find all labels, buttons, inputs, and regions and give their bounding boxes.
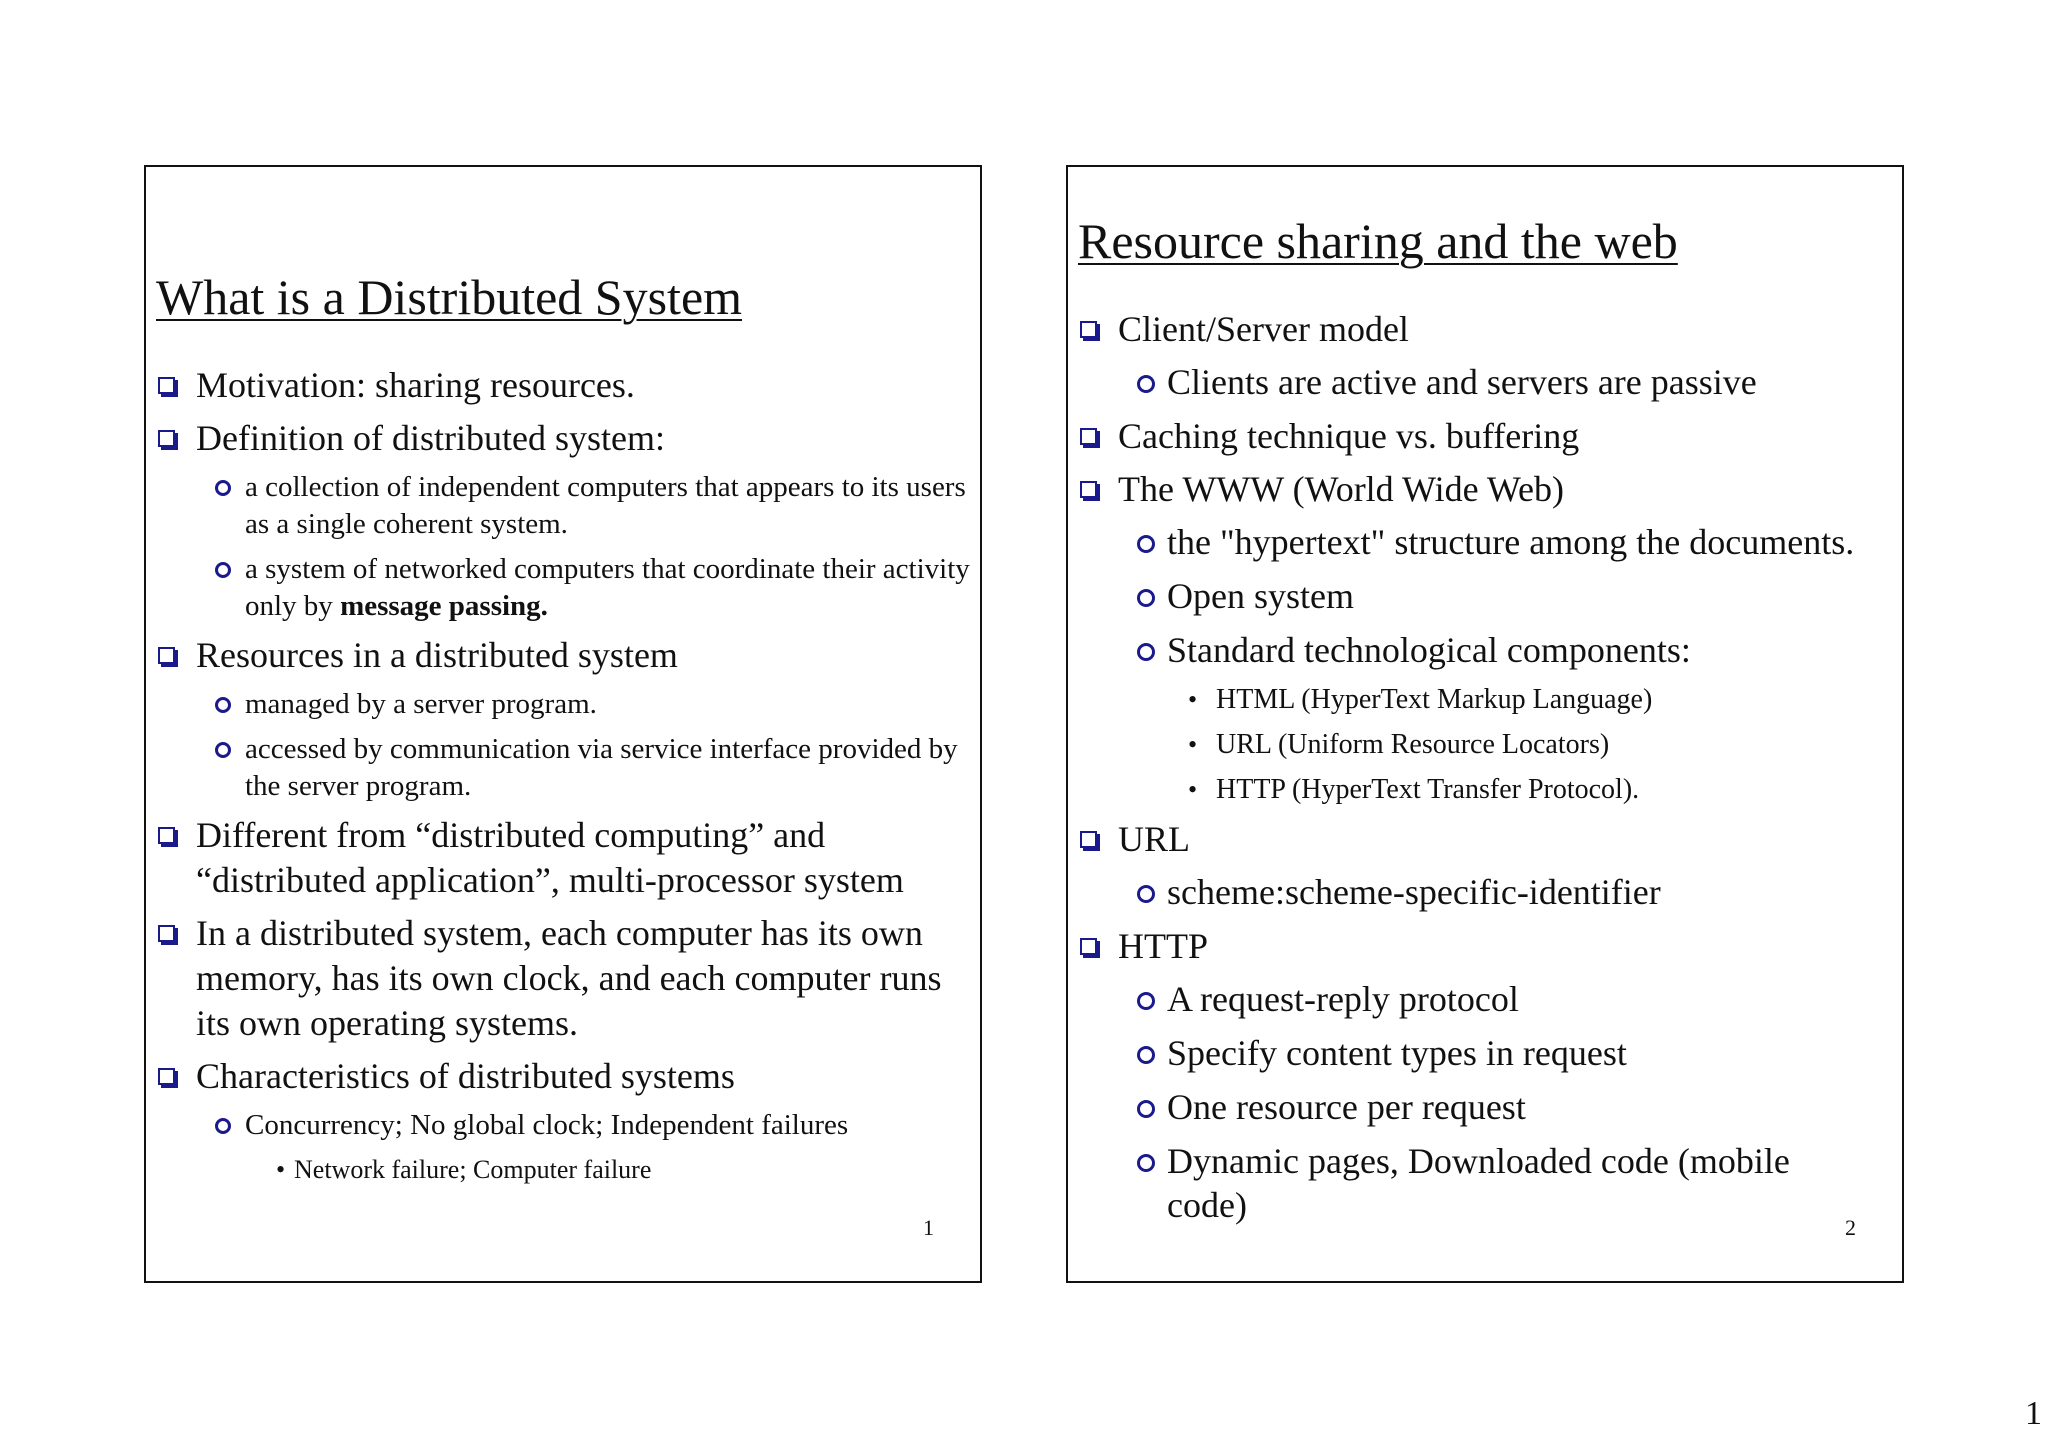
square-bullet-icon: [158, 647, 175, 664]
bullet-text: Client/Server model: [1118, 309, 1409, 349]
sub-bullet-item: [1078, 1031, 1898, 1075]
circle-bullet-icon: [1137, 1100, 1155, 1118]
sub-bullet-item: [156, 686, 976, 723]
square-bullet-icon: [1080, 831, 1097, 848]
bullet-text: Caching technique vs. buffering: [1118, 416, 1580, 456]
sub-bullet-text: Dynamic pages, Downloaded code (mobile code): [1167, 1141, 1790, 1225]
bullet-item: [156, 1054, 976, 1099]
slide-2: [1066, 165, 1904, 1283]
circle-bullet-icon: [1137, 885, 1155, 903]
bullet-text: HTTP: [1118, 926, 1208, 966]
sub-sub-bullet-item: [156, 1152, 976, 1188]
square-bullet-icon: [158, 1068, 175, 1085]
dot-bullet-icon: •: [1188, 730, 1198, 759]
circle-bullet-icon: [1137, 1046, 1155, 1064]
sub-bullet-text: scheme:scheme-specific-identifier: [1167, 872, 1661, 912]
sub-bullet-item: [1078, 977, 1898, 1021]
sub-bullet-text: Clients are active and servers are passive: [1167, 362, 1757, 402]
sub-bullet-text: the "hypertext" structure among the documents.: [1167, 522, 1855, 562]
sub-bullet-text: One resource per request: [1167, 1087, 1526, 1127]
sub-bullet-text: Open system: [1167, 576, 1354, 616]
circle-bullet-icon: [1137, 1154, 1155, 1172]
sub-bullet-item: [156, 551, 976, 625]
sub-bullet-item: [1078, 360, 1898, 404]
bullet-text: In a distributed system, each computer has its own memory, has its own clock, and each computer runs its own operating systems.: [196, 913, 942, 1043]
sub-bullet-text: Standard technological components:: [1167, 630, 1691, 670]
square-bullet-icon: [1080, 428, 1097, 445]
circle-bullet-icon: [215, 562, 231, 578]
sub-sub-bullet-text: URL (Uniform Resource Locators): [1216, 729, 1610, 760]
sub-bullet-text: Concurrency; No global clock; Independent failures: [245, 1109, 849, 1141]
sub-sub-bullet-text: HTML (HyperText Markup Language): [1216, 684, 1653, 715]
sub-bullet-text: Specify content types in request: [1167, 1033, 1627, 1073]
sub-bullet-item: [1078, 1085, 1898, 1129]
sub-sub-bullet-item: [1078, 727, 1898, 763]
circle-bullet-icon: [215, 480, 231, 496]
square-bullet-icon: [1080, 321, 1097, 338]
dot-bullet-icon: •: [1188, 775, 1198, 804]
square-bullet-icon: [158, 925, 175, 942]
bold-term: message passing.: [340, 590, 548, 622]
sub-bullet-text: A request-reply protocol: [1167, 979, 1519, 1019]
circle-bullet-icon: [1137, 643, 1155, 661]
slide-title: Resource sharing and the web: [1078, 213, 1678, 269]
sheet-page-number: 1: [2025, 1395, 2042, 1432]
bullet-item: [156, 633, 976, 678]
circle-bullet-icon: [215, 1118, 231, 1134]
circle-bullet-icon: [215, 742, 231, 758]
sub-bullet-item: [156, 1107, 976, 1144]
slide-page-number: 2: [1845, 1215, 1856, 1240]
sub-bullet-text: managed by a server program.: [245, 688, 597, 720]
slide-page-number: 1: [923, 1215, 934, 1240]
bullet-item: [1078, 817, 1898, 862]
sub-sub-bullet-item: [1078, 772, 1898, 808]
bullet-item: [156, 363, 976, 408]
circle-bullet-icon: [215, 697, 231, 713]
sub-sub-bullet-text: Network failure; Computer failure: [294, 1155, 652, 1184]
sub-bullet-text: a collection of independent computers that appears to its users as a single coherent system.: [245, 471, 966, 540]
dot-bullet-icon: •: [1188, 685, 1198, 714]
square-bullet-icon: [158, 430, 175, 447]
circle-bullet-icon: [1137, 992, 1155, 1010]
square-bullet-icon: [1080, 938, 1097, 955]
bullet-text: Motivation: sharing resources.: [196, 365, 635, 405]
square-bullet-icon: [1080, 481, 1097, 498]
bullet-item: [156, 813, 976, 903]
circle-bullet-icon: [1137, 535, 1155, 553]
sub-bullet-item: [1078, 870, 1898, 914]
sub-bullet-item: [1078, 628, 1898, 672]
bullet-text: Definition of distributed system:: [196, 418, 665, 458]
circle-bullet-icon: [1137, 375, 1155, 393]
sub-bullet-text: a system of networked computers that coordinate their activity only by: [245, 553, 970, 622]
bullet-text: Resources in a distributed system: [196, 635, 678, 675]
sub-bullet-item: [1078, 1139, 1898, 1227]
dot-bullet-icon: •: [276, 1155, 286, 1184]
bullet-item: [1078, 924, 1898, 969]
sub-bullet-item: [1078, 574, 1898, 618]
bullet-item: [1078, 307, 1898, 352]
slide-title: What is a Distributed System: [156, 269, 743, 325]
circle-bullet-icon: [1137, 589, 1155, 607]
square-bullet-icon: [158, 827, 175, 844]
slide-body: [156, 363, 976, 1196]
slide-1: [144, 165, 982, 1283]
bullet-item: [156, 416, 976, 461]
bullet-item: [1078, 467, 1898, 512]
square-bullet-icon: [158, 377, 175, 394]
sub-sub-bullet-text: HTTP (HyperText Transfer Protocol).: [1216, 774, 1640, 805]
bullet-item: [1078, 414, 1898, 459]
bullet-text: URL: [1118, 819, 1190, 859]
sub-bullet-item: [156, 731, 976, 805]
bullet-text: Different from “distributed computing” and “distributed application”, multi-processor system: [196, 815, 904, 900]
bullet-text: Characteristics of distributed systems: [196, 1056, 735, 1096]
bullet-text: The WWW (World Wide Web): [1118, 469, 1564, 509]
sub-bullet-text: accessed by communication via service interface provided by the server program.: [245, 733, 958, 802]
sub-bullet-item: [156, 469, 976, 543]
sub-bullet-item: [1078, 520, 1898, 564]
sub-sub-bullet-item: [1078, 682, 1898, 718]
slide-body: [1078, 307, 1898, 1240]
bullet-item: [156, 911, 976, 1046]
